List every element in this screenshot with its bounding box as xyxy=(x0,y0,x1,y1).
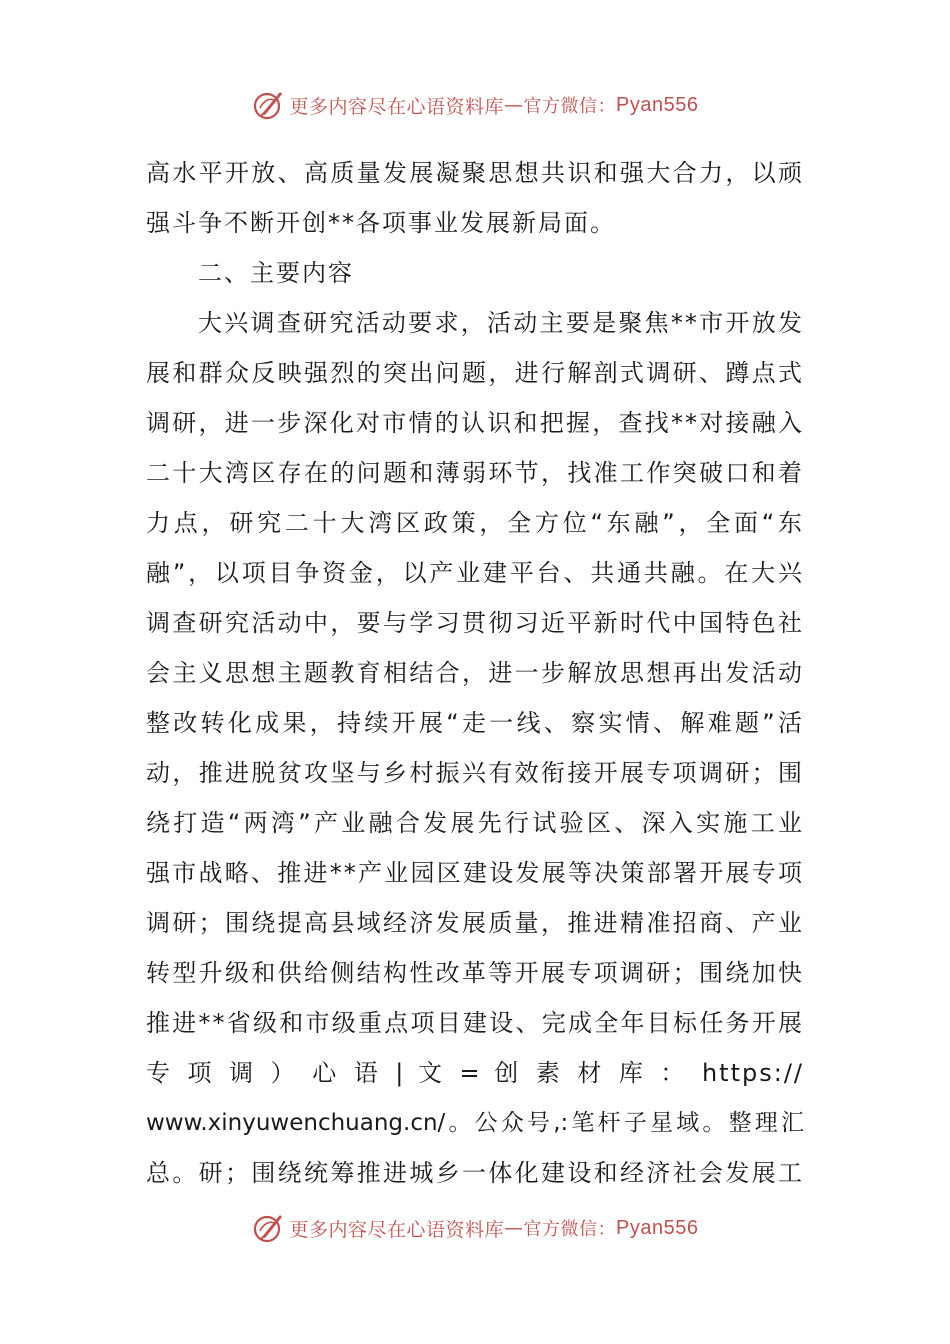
section-heading: 二、主要内容 xyxy=(198,259,354,287)
text-line: 调研，进一步深化对市情的认识和把握，查找**对接融入 xyxy=(146,409,804,437)
banner-wechat-id: Pyan556 xyxy=(616,1216,699,1239)
banner-site-text: 更多内容尽在心语资料库 xyxy=(289,95,505,118)
text-line: 强斗争不断开创**各项事业发展新局面。 xyxy=(146,209,616,237)
banner-wechat-label: 官方微信： xyxy=(523,1219,617,1240)
text-line: 会主义思想主题教育相结合，进一步解放思想再出发活动 xyxy=(146,659,804,687)
text-line: www.xinyuwenchuang.cn/。公众号,:笔杆子星域。整理汇 xyxy=(146,1110,804,1136)
text-line: 二十大湾区存在的问题和薄弱环节，找准工作突破口和着 xyxy=(146,459,804,487)
text-line: 整改转化成果，持续开展“走一线、察实情、解难题”活 xyxy=(146,709,804,737)
text-line: 绕打造“两湾”产业融合发展先行试验区、深入实施工业 xyxy=(146,809,804,837)
text-line: 转型升级和供给侧结构性改革等开展专项调研；围绕加快 xyxy=(146,959,804,987)
quill-logo-icon xyxy=(252,88,286,122)
text-line: 强市战略、推进**产业园区建设发展等决策部署开展专项 xyxy=(146,859,804,887)
text-line: 专 项 调 ） 心 语 | 文 = 创 素 材 库 ： https:// xyxy=(146,1059,804,1087)
text-line: 展和群众反映强烈的突出问题，进行解剖式调研、蹲点式 xyxy=(146,359,804,387)
text-line: 大兴调查研究活动要求，活动主要是聚焦**市开放发 xyxy=(198,309,804,337)
header-watermark-banner xyxy=(0,85,950,125)
banner-wechat-label: 官方微信： xyxy=(523,96,617,117)
text-line: 力点，研究二十大湾区政策，全方位“东融”，全面“东 xyxy=(146,509,804,537)
footer-watermark-banner xyxy=(0,1208,950,1248)
banner-dash: — xyxy=(504,1217,524,1239)
text-line: 调查研究活动中，要与学习贯彻习近平新时代中国特色社 xyxy=(146,609,804,637)
banner-wechat-id: Pyan556 xyxy=(616,93,699,116)
document-body xyxy=(146,148,804,1198)
text-line: 高水平开放、高质量发展凝聚思想共识和强大合力，以顽 xyxy=(146,159,804,187)
text-line: 融”，以项目争资金，以产业建平台、共通共融。在大兴 xyxy=(146,559,804,587)
text-line: 推进**省级和市级重点项目建设、完成全年目标任务开展 xyxy=(146,1009,804,1037)
text-line: 总。研；围绕统筹推进城乡一体化建设和经济社会发展工 xyxy=(146,1159,804,1187)
quill-logo-icon xyxy=(252,1211,286,1245)
banner-site-text: 更多内容尽在心语资料库 xyxy=(289,1218,505,1241)
text-line: 动，推进脱贫攻坚与乡村振兴有效衔接开展专项调研；围 xyxy=(146,759,804,787)
banner-dash: — xyxy=(504,94,524,116)
text-line: 调研；围绕提高县域经济发展质量，推进精准招商、产业 xyxy=(146,909,804,937)
